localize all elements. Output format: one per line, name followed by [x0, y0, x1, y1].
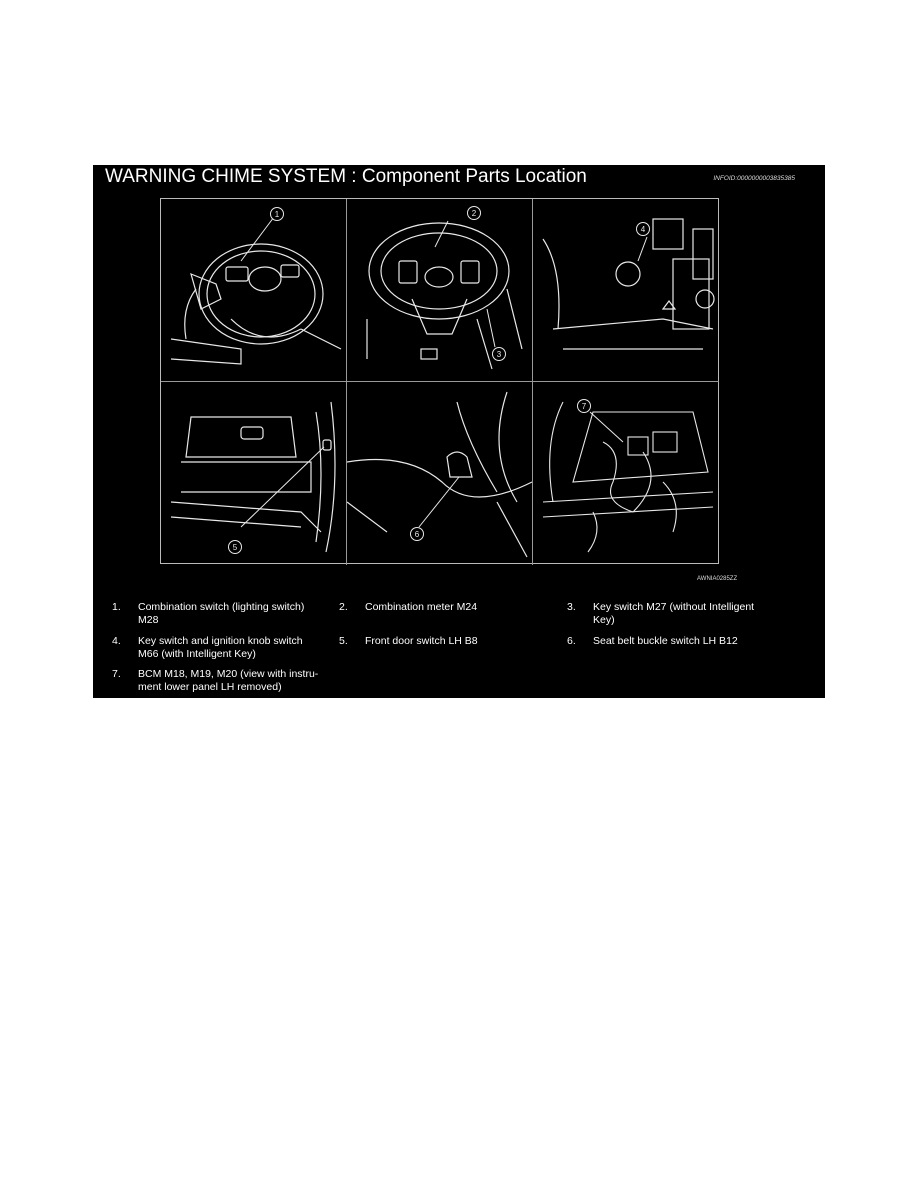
- seat-belt-buckle-illustration: [347, 382, 533, 565]
- legend-number: 4.: [112, 635, 121, 647]
- steering-column-illustration: [161, 199, 347, 382]
- legend-text: Combination meter M24: [365, 601, 478, 613]
- legend-number: 2.: [339, 601, 348, 613]
- svg-text:5: 5: [232, 543, 238, 552]
- legend-text: Seat belt buckle switch LH B12: [593, 635, 738, 647]
- legend-text: Combination switch (lighting switch) M28: [138, 601, 305, 626]
- legend-number: 7.: [112, 668, 121, 680]
- legend-number: 3.: [567, 601, 576, 613]
- callout-5: [227, 539, 243, 555]
- figure-reference: AWNIA0285ZZ: [697, 576, 738, 582]
- callout-6: [409, 526, 425, 542]
- door-switch-illustration: [161, 382, 347, 565]
- svg-text:1: 1: [274, 210, 280, 219]
- figure-cell-ignition-knob: [533, 199, 719, 382]
- legend-number: 6.: [567, 635, 576, 647]
- component-location-figure: [160, 198, 719, 564]
- component-location-panel: [93, 165, 825, 698]
- legend-text: Key switch and ignition knob switch M66 (with Intelligent Key): [138, 635, 303, 660]
- legend-text: Front door switch LH B8: [365, 635, 478, 647]
- svg-text:7: 7: [581, 402, 587, 411]
- figure-cell-combination-meter: [347, 199, 533, 382]
- callout-4: [635, 221, 651, 237]
- legend-text: BCM M18, M19, M20 (view with instru- ment lower panel LH removed): [138, 668, 319, 693]
- callout-3: [491, 346, 507, 362]
- legend-number: 1.: [112, 601, 121, 613]
- callout-1: [269, 206, 285, 222]
- ignition-knob-illustration: [533, 199, 719, 382]
- figure-cell-door-switch: [161, 382, 347, 565]
- figure-cell-bcm: [533, 382, 719, 565]
- svg-text:4: 4: [640, 225, 646, 234]
- callout-7: [576, 398, 592, 414]
- section-title: WARNING CHIME SYSTEM : Component Parts Location: [105, 166, 587, 187]
- svg-text:2: 2: [471, 209, 477, 218]
- figure-cell-combination-switch: [161, 199, 347, 382]
- svg-text:3: 3: [496, 350, 502, 359]
- bcm-illustration: [533, 382, 719, 565]
- legend-number: 5.: [339, 635, 348, 647]
- info-id: INFOID:0000000003835385: [713, 175, 795, 182]
- figure-cell-seat-belt: [347, 382, 533, 565]
- legend-text: Key switch M27 (without Intelligent Key): [593, 601, 755, 626]
- svg-text:6: 6: [414, 530, 420, 539]
- callout-2: [466, 205, 482, 221]
